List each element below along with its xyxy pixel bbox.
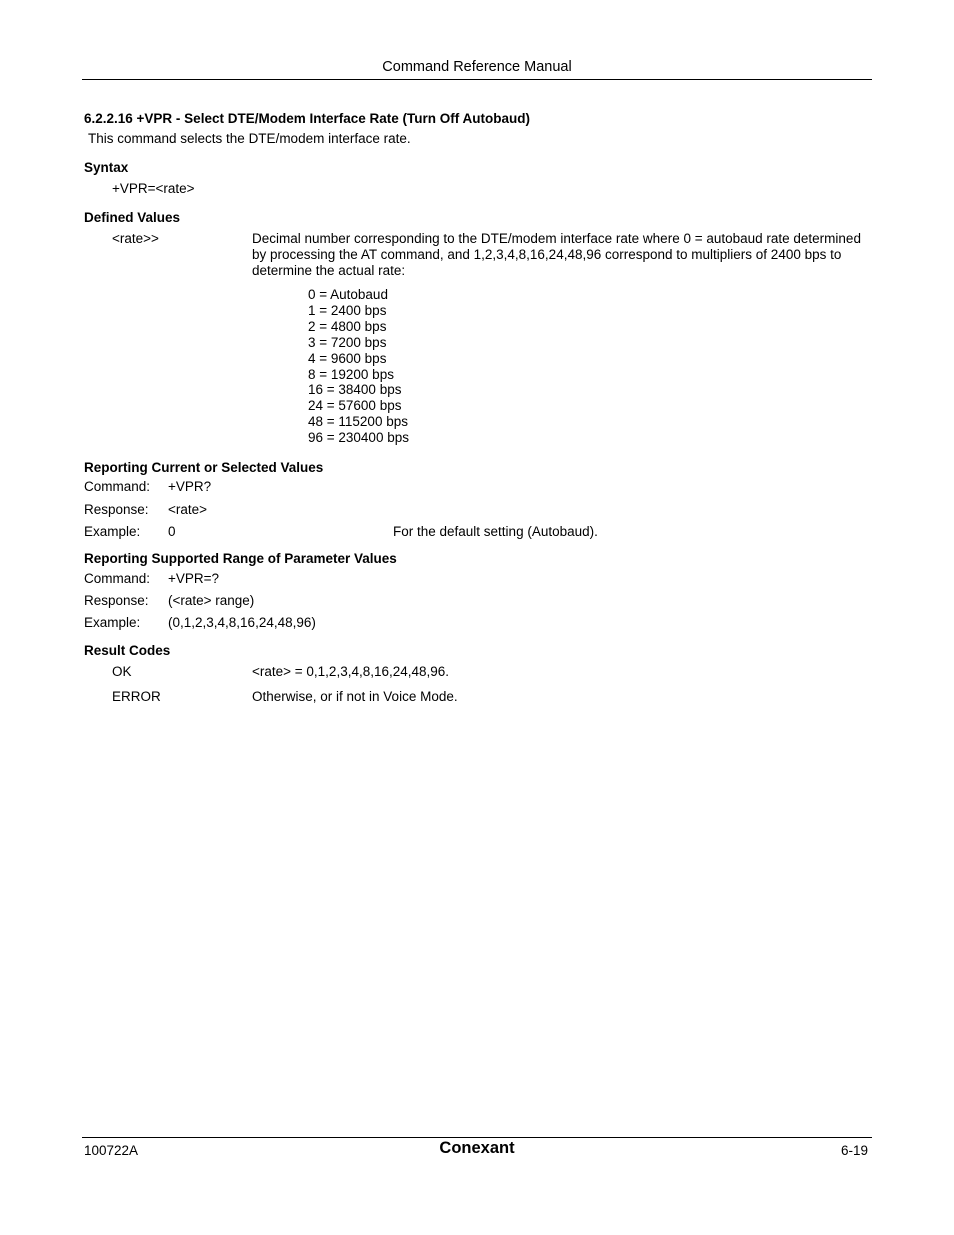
rate-item: 8 = 19200 bps: [308, 366, 394, 382]
reporting-supported-heading: Reporting Supported Range of Parameter Values: [84, 551, 397, 566]
reporting-supported-example-label: Example:: [84, 615, 141, 630]
footer-page-number: 6-19: [841, 1143, 869, 1158]
reporting-current-response-label: Response:: [84, 502, 149, 517]
section-heading: 6.2.2.16 +VPR - Select DTE/Modem Interface Rate (Turn Off Autobaud): [84, 111, 530, 126]
reporting-current-heading: Reporting Current or Selected Values: [84, 460, 324, 475]
reporting-supported-command-value: +VPR=?: [168, 571, 220, 586]
reporting-current-command-label: Command:: [84, 479, 151, 494]
rate-item: 4 = 9600 bps: [308, 350, 387, 366]
reporting-supported-example-value: (0,1,2,3,4,8,16,24,48,96): [168, 615, 316, 630]
reporting-current-example-value: 0: [168, 524, 176, 539]
reporting-supported-response-value: (<rate> range): [168, 593, 255, 608]
reporting-current-example-label: Example:: [84, 524, 141, 539]
result-codes-heading: Result Codes: [84, 643, 171, 658]
footer-doc-number: 100722A: [84, 1143, 139, 1158]
result-code: ERROR: [112, 689, 161, 704]
reporting-supported-response-label: Response:: [84, 593, 149, 608]
rate-list: [308, 287, 409, 446]
result-code: OK: [112, 664, 132, 679]
reporting-current-response-value: <rate>: [168, 502, 208, 517]
rate-item: 24 = 57600 bps: [308, 398, 402, 414]
reporting-current-example-note: For the default setting (Autobaud).: [393, 524, 598, 539]
page-header-title: Command Reference Manual: [382, 59, 572, 75]
syntax-heading: Syntax: [84, 160, 129, 175]
reporting-current-command-value: +VPR?: [168, 479, 212, 494]
result-code-description: <rate> = 0,1,2,3,4,8,16,24,48,96.: [252, 664, 450, 679]
defined-values-param: <rate>>: [112, 231, 159, 246]
syntax-command: +VPR=<rate>: [112, 181, 195, 196]
rate-item: 3 = 7200 bps: [308, 334, 387, 350]
rate-item: 48 = 115200 bps: [308, 414, 408, 430]
defined-values-description: Decimal number corresponding to the DTE/modem interface rate where 0 = autobaud rate determined by processing the AT command, and 1,2,3,4,8,16,24,48,96 correspond to multipliers of 2400 bps to determine the actual rate:: [252, 231, 861, 278]
result-code-description: Otherwise, or if not in Voice Mode.: [252, 689, 458, 704]
rate-item: 1 = 2400 bps: [308, 302, 387, 318]
rate-item: 0 = Autobaud: [308, 287, 388, 302]
footer-rule: [82, 1137, 872, 1138]
reporting-supported-command-label: Command:: [84, 571, 151, 586]
rate-item: 96 = 230400 bps: [308, 430, 409, 446]
defined-values-heading: Defined Values: [84, 210, 181, 225]
rate-item: 2 = 4800 bps: [308, 318, 387, 334]
rate-item: 16 = 38400 bps: [308, 382, 402, 398]
section-intro: This command selects the DTE/modem interface rate.: [88, 131, 411, 146]
footer-company: Conexant: [439, 1139, 515, 1157]
header-rule: [82, 79, 872, 80]
